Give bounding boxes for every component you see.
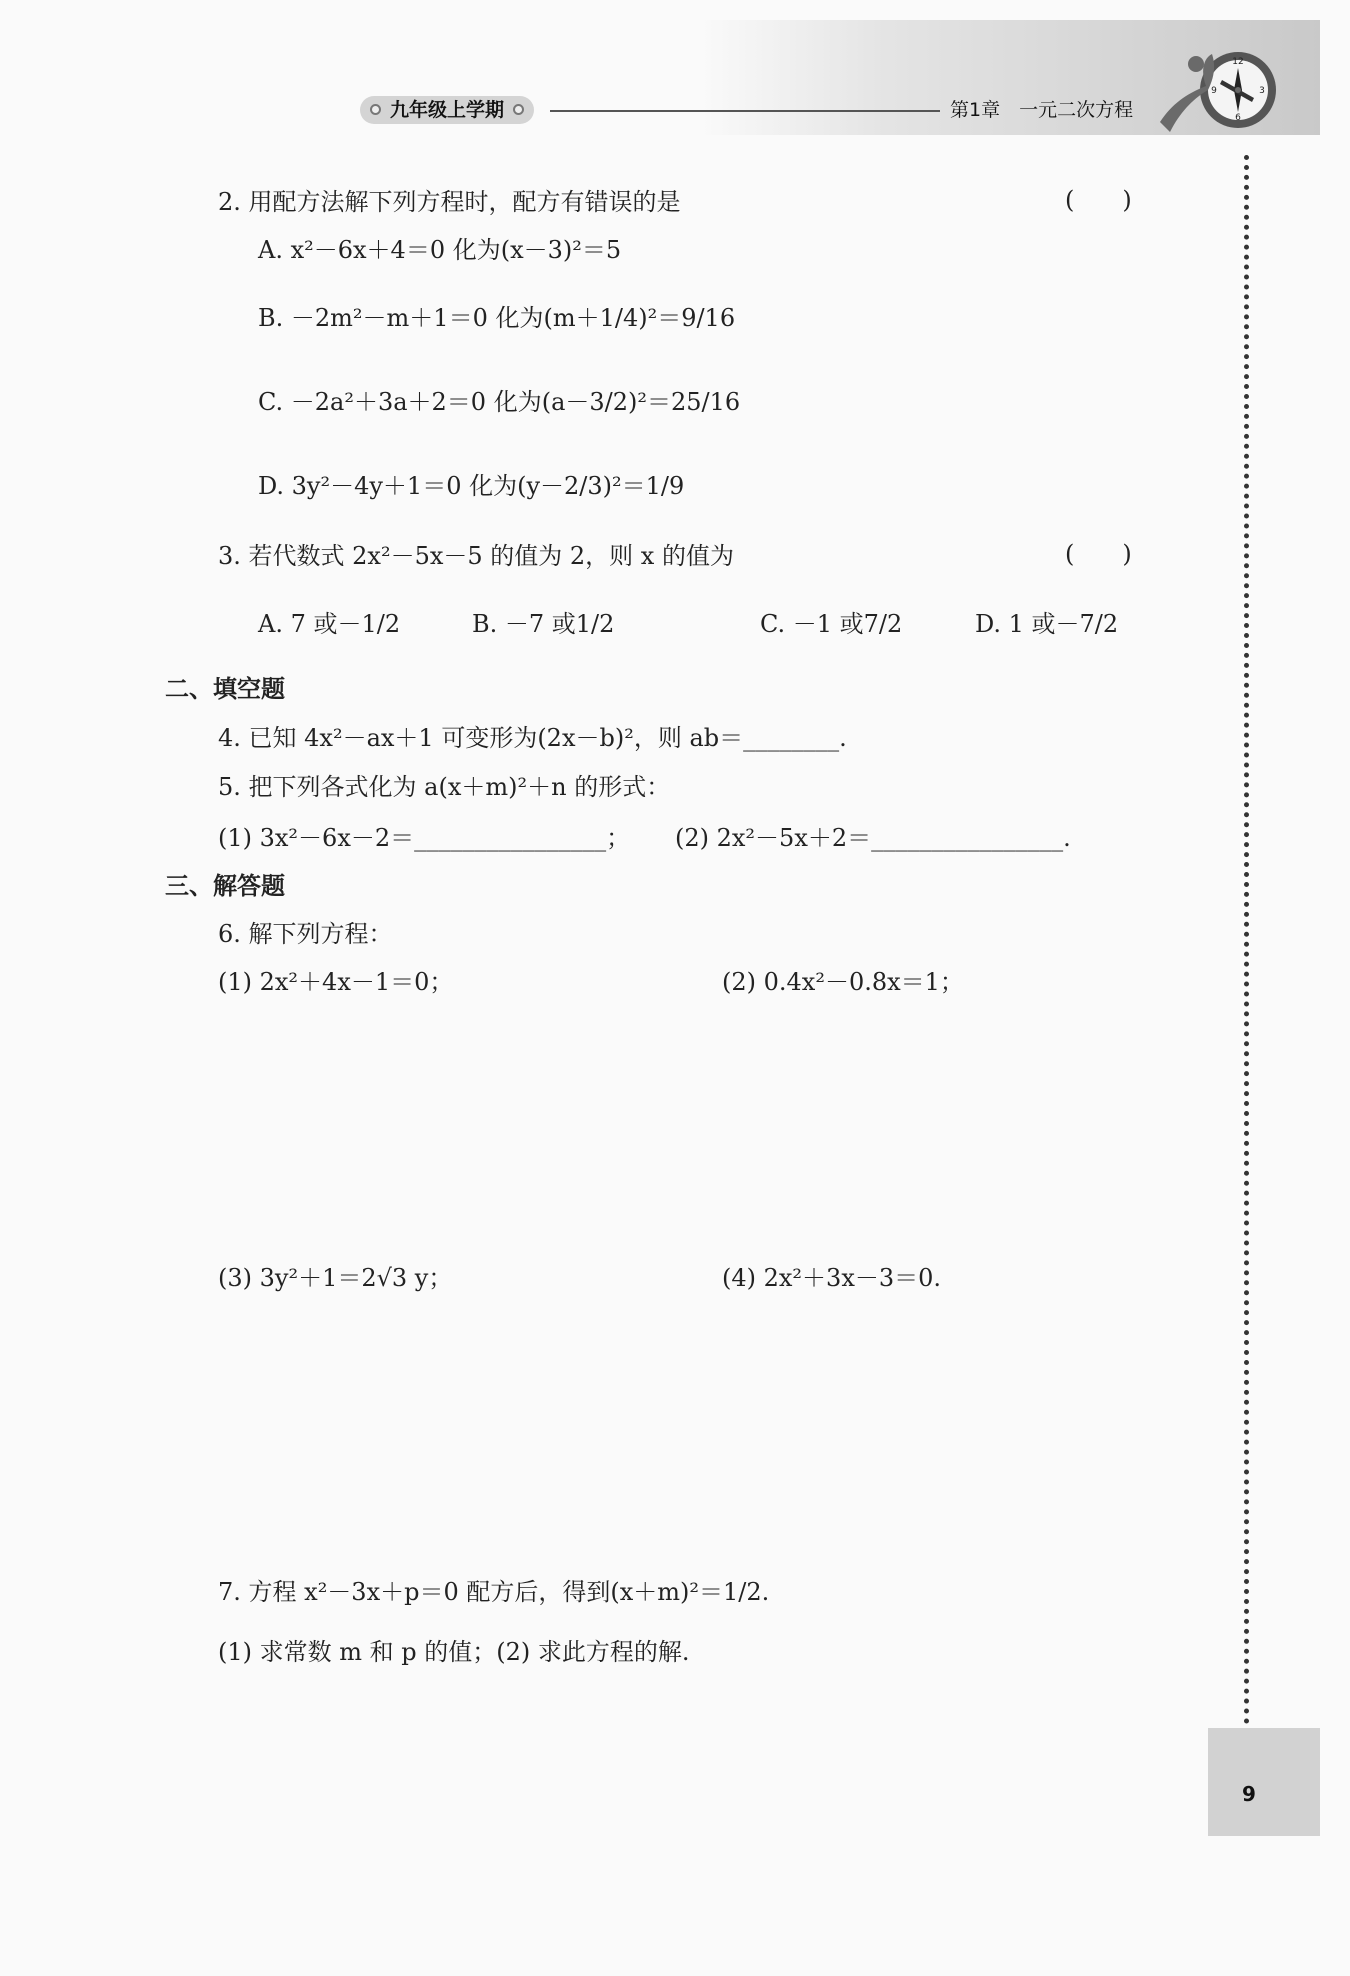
q7-stem: 7. 方程 x²－3x＋p＝0 配方后，得到(x＋m)²＝1/2.: [218, 1578, 770, 1606]
page-number-tab: [1208, 1728, 1320, 1836]
svg-text:6: 6: [1235, 113, 1241, 123]
q3-answer-paren: ( ): [1065, 540, 1132, 568]
q2-option-d: D. 3y²－4y＋1＝0 化为(y－2/3)²＝1/9: [258, 472, 685, 500]
q3-option-b: B. －7 或1/2: [472, 610, 615, 638]
svg-text:12: 12: [1232, 57, 1244, 67]
grade-text: 九年级上学期: [390, 99, 505, 121]
q6-part3: (3) 3y²＋1＝2√3 y；: [218, 1264, 453, 1292]
q3-option-c: C. －1 或7/2: [760, 610, 903, 638]
q2-option-b: B. －2m²－m＋1＝0 化为(m＋1/4)²＝9/16: [258, 304, 736, 332]
pill-dot-right: [513, 104, 524, 115]
q2-stem: 2. 用配方法解下列方程时，配方有错误的是: [218, 188, 681, 216]
q5-part2: (2) 2x²－5x＋2＝________________.: [675, 824, 1071, 852]
header-rule: [550, 110, 940, 112]
q3-option-a: A. 7 或－1/2: [258, 610, 401, 638]
q6-stem: 6. 解下列方程：: [218, 920, 393, 948]
section-fill-in-heading: 二、填空题: [165, 675, 285, 703]
q6-part4: (4) 2x²＋3x－3＝0.: [722, 1264, 942, 1292]
section-solve-heading: 三、解答题: [165, 872, 285, 900]
pill-dot-left: [370, 104, 381, 115]
q6-part1: (1) 2x²＋4x－1＝0；: [218, 968, 454, 996]
q5-stem: 5. 把下列各式化为 a(x＋m)²＋n 的形式：: [218, 773, 671, 801]
chapter-title: 第1章 一元二次方程: [950, 99, 1134, 121]
q2-answer-paren: ( ): [1065, 186, 1132, 214]
q2-option-a: A. x²－6x＋4＝0 化为(x－3)²＝5: [258, 236, 622, 264]
page-number: 9: [1242, 1782, 1256, 1806]
grade-label: [360, 96, 534, 124]
q3-stem: 3. 若代数式 2x²－5x－5 的值为 2，则 x 的值为: [218, 542, 734, 570]
svg-text:9: 9: [1211, 86, 1217, 96]
q4: 4. 已知 4x²－ax＋1 可变形为(2x－b)²，则 ab＝________.: [218, 724, 847, 752]
q2-option-c: C. －2a²＋3a＋2＝0 化为(a－3/2)²＝25/16: [258, 388, 741, 416]
q5-part1: (1) 3x²－6x－2＝________________；: [218, 824, 631, 852]
q3-option-d: D. 1 或－7/2: [975, 610, 1119, 638]
q7-subquestions: (1) 求常数 m 和 p 的值；(2) 求此方程的解.: [218, 1638, 690, 1666]
svg-text:3: 3: [1259, 86, 1265, 96]
runner-clock-logo: [1150, 40, 1280, 140]
margin-dotted-rule: [1244, 155, 1249, 1735]
q6-part2: (2) 0.4x²－0.8x＝1；: [722, 968, 964, 996]
